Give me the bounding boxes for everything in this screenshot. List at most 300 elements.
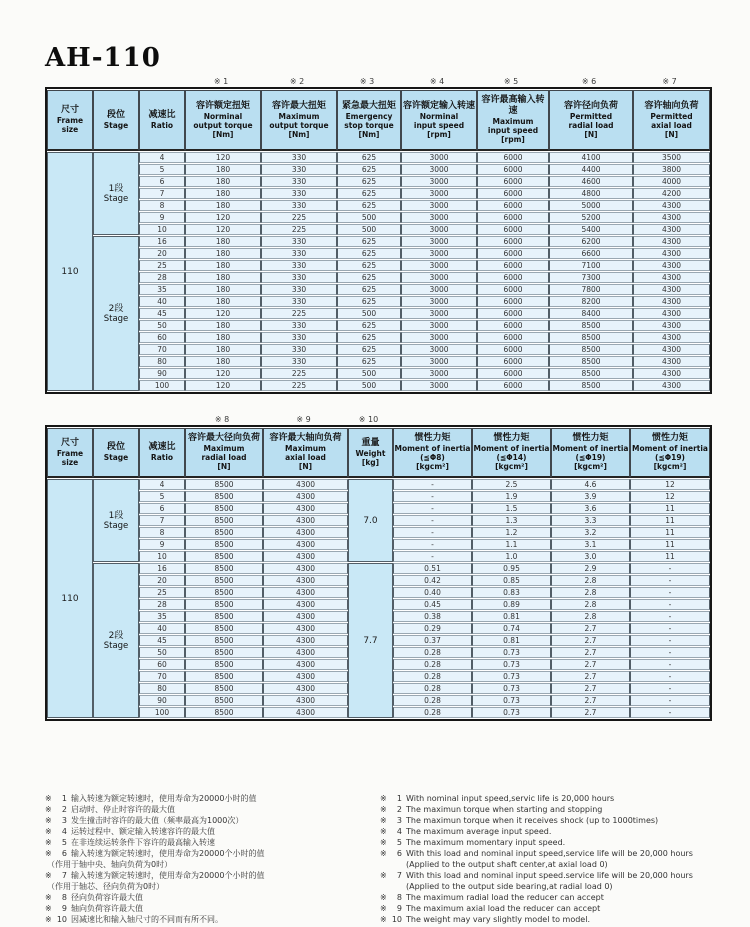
table-row: [47, 212, 710, 223]
footnote-item: ※ 1 With nominal input speed,servic life is 20,000 hours: [380, 794, 615, 803]
table-row: [47, 380, 710, 391]
ref-marks-row: [45, 72, 708, 87]
column-header: 容许最大轴向负荷 Maximum axial load [N]: [263, 428, 348, 478]
value-cell: 625: [337, 152, 401, 163]
ratio-cell: 80: [139, 356, 185, 367]
inertia-cell: 3.2: [551, 527, 630, 538]
ref-mark: ※ 1: [213, 77, 229, 86]
ratio-cell: 100: [139, 707, 185, 718]
inertia-cell: -: [630, 563, 710, 574]
footnote-item: ※ 10 The weight may vary slightly model to model.: [380, 915, 590, 924]
value-cell: 8500: [549, 344, 633, 355]
ref-marks-row: [45, 410, 708, 425]
value-cell: 3000: [401, 152, 477, 163]
ratio-cell: 4: [139, 479, 185, 490]
value-cell: 180: [185, 248, 261, 259]
table-row: [47, 368, 710, 379]
value-cell: 4200: [633, 188, 710, 199]
value-cell: 4300: [633, 284, 710, 295]
value-cell: 8500: [549, 332, 633, 343]
inertia-cell: 0.37: [393, 635, 472, 646]
footnote-item: ※ 5 The maximum momentary input speed.: [380, 838, 566, 847]
inertia-cell: -: [630, 707, 710, 718]
table-row: [47, 188, 710, 199]
value-cell: 330: [261, 152, 337, 163]
spec-table-2-border: [45, 425, 712, 721]
inertia-cell: 2.9: [551, 563, 630, 574]
value-cell: 330: [261, 260, 337, 271]
footnote-item: ※ 10 因减速比和输入轴尺寸的不同而有所不同。: [45, 915, 223, 924]
inertia-cell: -: [393, 539, 472, 550]
footnote-item: ※ 5 在非连续运转条件下容许的最高输入转速: [45, 838, 215, 847]
value-cell: 120: [185, 368, 261, 379]
value-cell: 6000: [477, 224, 549, 235]
value-cell: 4400: [549, 164, 633, 175]
value-cell: 8500: [185, 623, 263, 634]
inertia-cell: 0.28: [393, 683, 472, 694]
inertia-cell: 2.8: [551, 587, 630, 598]
value-cell: 180: [185, 164, 261, 175]
inertia-cell: 0.73: [472, 659, 551, 670]
value-cell: 625: [337, 260, 401, 271]
column-header: 减速比 Ratio: [139, 90, 185, 151]
column-header: 惯性力矩 Moment of inertia (≦Φ8) [kgcm²]: [393, 428, 472, 478]
footnotes-chinese: [45, 793, 380, 925]
table-row: [47, 176, 710, 187]
column-header: 容许最高输入转速 Maximum input speed [rpm]: [477, 90, 549, 151]
value-cell: 8500: [185, 503, 263, 514]
ratio-cell: 25: [139, 260, 185, 271]
footnotes-english: [380, 793, 725, 925]
inertia-cell: 2.7: [551, 683, 630, 694]
value-cell: 8500: [185, 539, 263, 550]
spec-table-2-group: [45, 410, 750, 721]
value-cell: 8500: [185, 587, 263, 598]
footnote-continuation: (Applied to the output side bearing,at radial load 0): [406, 882, 613, 891]
column-header: 尺寸 Frame size: [47, 90, 93, 151]
inertia-cell: -: [393, 551, 472, 562]
value-cell: 6000: [477, 284, 549, 295]
value-cell: 3000: [401, 224, 477, 235]
value-cell: 625: [337, 344, 401, 355]
value-cell: 4300: [633, 296, 710, 307]
inertia-cell: 0.29: [393, 623, 472, 634]
value-cell: 4300: [633, 320, 710, 331]
value-cell: 625: [337, 236, 401, 247]
ratio-cell: 10: [139, 224, 185, 235]
inertia-cell: -: [393, 503, 472, 514]
value-cell: 4300: [263, 491, 348, 502]
value-cell: 8500: [549, 368, 633, 379]
column-header: 惯性力矩 Moment of inertia (≦Φ19) [kgcm²]: [630, 428, 710, 478]
inertia-cell: -: [630, 587, 710, 598]
value-cell: 8200: [549, 296, 633, 307]
value-cell: 625: [337, 200, 401, 211]
inertia-cell: 2.7: [551, 635, 630, 646]
value-cell: 330: [261, 272, 337, 283]
value-cell: 6000: [477, 164, 549, 175]
inertia-cell: -: [630, 671, 710, 682]
value-cell: 8500: [185, 599, 263, 610]
value-cell: 4300: [633, 344, 710, 355]
value-cell: 330: [261, 176, 337, 187]
value-cell: 4300: [263, 503, 348, 514]
value-cell: 500: [337, 308, 401, 319]
value-cell: 4000: [633, 176, 710, 187]
ref-mark-spacer: [137, 72, 183, 87]
inertia-cell: 0.51: [393, 563, 472, 574]
ratio-cell: 28: [139, 599, 185, 610]
value-cell: 4300: [263, 539, 348, 550]
ref-mark: ※ 3: [359, 77, 375, 86]
value-cell: 180: [185, 200, 261, 211]
value-cell: 625: [337, 248, 401, 259]
value-cell: 180: [185, 176, 261, 187]
value-cell: 180: [185, 188, 261, 199]
value-cell: 3000: [401, 200, 477, 211]
ratio-cell: 40: [139, 296, 185, 307]
ref-marks-table-2: [45, 410, 708, 425]
table-row: [47, 260, 710, 271]
inertia-cell: 0.28: [393, 647, 472, 658]
inertia-cell: 0.73: [472, 683, 551, 694]
value-cell: 3000: [401, 272, 477, 283]
value-cell: 6000: [477, 320, 549, 331]
value-cell: 3000: [401, 236, 477, 247]
value-cell: 3000: [401, 248, 477, 259]
inertia-cell: 2.8: [551, 611, 630, 622]
ratio-cell: 8: [139, 200, 185, 211]
inertia-cell: 2.7: [551, 695, 630, 706]
ref-mark-spacer: [628, 410, 708, 425]
value-cell: 3000: [401, 320, 477, 331]
inertia-cell: 0.28: [393, 707, 472, 718]
value-cell: 4300: [633, 380, 710, 391]
value-cell: 4300: [263, 635, 348, 646]
ratio-cell: 60: [139, 332, 185, 343]
value-cell: 4300: [263, 647, 348, 658]
value-cell: 4300: [263, 479, 348, 490]
ref-mark-spacer: [137, 410, 183, 425]
value-cell: 4300: [263, 707, 348, 718]
table-row: [47, 152, 710, 163]
inertia-cell: -: [630, 659, 710, 670]
inertia-cell: -: [630, 683, 710, 694]
ratio-cell: 70: [139, 344, 185, 355]
inertia-cell: 0.73: [472, 707, 551, 718]
inertia-cell: 0.89: [472, 599, 551, 610]
table-row: [47, 248, 710, 259]
value-cell: 330: [261, 284, 337, 295]
ref-mark-spacer: [549, 410, 628, 425]
inertia-cell: 2.8: [551, 575, 630, 586]
value-cell: 7100: [549, 260, 633, 271]
value-cell: 3000: [401, 260, 477, 271]
column-header: 容许径向负荷 Permitted radial load [N]: [549, 90, 633, 151]
value-cell: 8500: [185, 707, 263, 718]
value-cell: 4300: [633, 332, 710, 343]
value-cell: 225: [261, 380, 337, 391]
table-row: [47, 164, 710, 175]
value-cell: 3000: [401, 308, 477, 319]
table-row: [47, 284, 710, 295]
inertia-cell: -: [393, 479, 472, 490]
ref-mark: ※ 4: [429, 77, 445, 86]
ratio-cell: 9: [139, 539, 185, 550]
value-cell: 3000: [401, 164, 477, 175]
value-cell: 6000: [477, 344, 549, 355]
frame-size-cell: 110: [47, 152, 93, 391]
inertia-cell: 0.73: [472, 647, 551, 658]
table-row: [47, 344, 710, 355]
ratio-cell: 16: [139, 236, 185, 247]
value-cell: 8500: [185, 683, 263, 694]
value-cell: 500: [337, 224, 401, 235]
table-row: [47, 200, 710, 211]
value-cell: 3000: [401, 188, 477, 199]
weight-cell: 7.0: [348, 479, 393, 562]
ref-mark: ※ 9: [296, 415, 311, 424]
ratio-cell: 28: [139, 272, 185, 283]
inertia-cell: -: [630, 695, 710, 706]
ratio-cell: 90: [139, 695, 185, 706]
ratio-cell: 35: [139, 284, 185, 295]
value-cell: 3000: [401, 296, 477, 307]
value-cell: 4300: [263, 659, 348, 670]
footnote-item: ※ 2 启动时、停止时容许的最大值: [45, 805, 175, 814]
value-cell: 180: [185, 356, 261, 367]
value-cell: 8500: [185, 515, 263, 526]
column-header: 段位 Stage: [93, 90, 139, 151]
value-cell: 8500: [185, 551, 263, 562]
inertia-cell: 2.7: [551, 707, 630, 718]
value-cell: 8500: [549, 380, 633, 391]
value-cell: 625: [337, 188, 401, 199]
inertia-cell: -: [393, 491, 472, 502]
inertia-cell: 4.6: [551, 479, 630, 490]
inertia-cell: -: [630, 635, 710, 646]
value-cell: 120: [185, 308, 261, 319]
value-cell: 8500: [185, 527, 263, 538]
inertia-cell: -: [393, 515, 472, 526]
value-cell: 120: [185, 212, 261, 223]
value-cell: 4300: [633, 368, 710, 379]
ratio-cell: 5: [139, 164, 185, 175]
inertia-cell: 11: [630, 551, 710, 562]
value-cell: 4800: [549, 188, 633, 199]
inertia-cell: -: [630, 623, 710, 634]
table-row: [47, 332, 710, 343]
value-cell: 4300: [263, 623, 348, 634]
inertia-cell: 0.28: [393, 659, 472, 670]
value-cell: 7300: [549, 272, 633, 283]
table-row: [47, 272, 710, 283]
inertia-cell: 2.7: [551, 623, 630, 634]
value-cell: 330: [261, 164, 337, 175]
inertia-cell: 0.95: [472, 563, 551, 574]
page-title: AH-110: [45, 43, 161, 73]
inertia-cell: 2.7: [551, 659, 630, 670]
inertia-cell: 11: [630, 503, 710, 514]
footnote-item: ※ 7 输入转速为额定转速时，使用寿命为20000个小时的值: [45, 871, 265, 880]
ratio-cell: 5: [139, 491, 185, 502]
value-cell: 4300: [633, 308, 710, 319]
ref-mark: ※ 5: [503, 77, 519, 86]
stage-cell: 1段 Stage: [93, 152, 139, 235]
inertia-cell: 2.7: [551, 671, 630, 682]
inertia-cell: 2.8: [551, 599, 630, 610]
inertia-cell: 2.5: [472, 479, 551, 490]
value-cell: 8500: [549, 320, 633, 331]
ref-mark: ※ 8: [214, 415, 230, 424]
value-cell: 330: [261, 188, 337, 199]
value-cell: 330: [261, 356, 337, 367]
table-row: [47, 563, 710, 574]
value-cell: 4300: [263, 683, 348, 694]
value-cell: 625: [337, 176, 401, 187]
ratio-cell: 25: [139, 587, 185, 598]
footnote-item: ※ 2 The maximun torque when starting and stopping: [380, 805, 603, 814]
value-cell: 225: [261, 368, 337, 379]
ratio-cell: 6: [139, 176, 185, 187]
footnote-continuation: （作用于轴芯、径向负荷为0时）: [47, 882, 165, 891]
value-cell: 8400: [549, 308, 633, 319]
spec-table-1: [47, 89, 710, 392]
value-cell: 6000: [477, 200, 549, 211]
footnote-continuation: (Applied to the output shaft center,at axial load 0): [406, 860, 608, 869]
value-cell: 3800: [633, 164, 710, 175]
value-cell: 4300: [633, 224, 710, 235]
value-cell: 8500: [185, 611, 263, 622]
value-cell: 4600: [549, 176, 633, 187]
value-cell: 625: [337, 332, 401, 343]
value-cell: 330: [261, 296, 337, 307]
footnote-item: ※ 1 输入转速为额定转速时，使用寿命为20000小时的值: [45, 794, 257, 803]
value-cell: 3000: [401, 212, 477, 223]
inertia-cell: 3.0: [551, 551, 630, 562]
value-cell: 6000: [477, 248, 549, 259]
spec-table-1-border: [45, 87, 712, 394]
value-cell: 7800: [549, 284, 633, 295]
footnote-item: ※ 4 运转过程中、额定输入转速容许的最大值: [45, 827, 215, 836]
value-cell: 500: [337, 380, 401, 391]
ratio-cell: 90: [139, 368, 185, 379]
inertia-cell: 0.81: [472, 611, 551, 622]
value-cell: 4300: [633, 212, 710, 223]
value-cell: 3000: [401, 176, 477, 187]
column-header: 紧急最大扭矩 Emergency stop torque [Nm]: [337, 90, 401, 151]
value-cell: 8500: [185, 563, 263, 574]
value-cell: 8500: [185, 635, 263, 646]
table-row: [47, 236, 710, 247]
ratio-cell: 50: [139, 320, 185, 331]
footnote-item: ※ 8 径向负荷容许最大值: [45, 893, 143, 902]
value-cell: 180: [185, 344, 261, 355]
inertia-cell: 0.73: [472, 695, 551, 706]
footnote-continuation: （作用于轴中央、轴向负荷为0时）: [47, 860, 173, 869]
ratio-cell: 20: [139, 575, 185, 586]
value-cell: 4100: [549, 152, 633, 163]
inertia-cell: 0.45: [393, 599, 472, 610]
inertia-cell: 11: [630, 539, 710, 550]
value-cell: 120: [185, 380, 261, 391]
value-cell: 4300: [633, 248, 710, 259]
value-cell: 8500: [185, 575, 263, 586]
value-cell: 180: [185, 320, 261, 331]
value-cell: 4300: [263, 671, 348, 682]
value-cell: 180: [185, 236, 261, 247]
ratio-cell: 20: [139, 248, 185, 259]
spec-table-2: [47, 427, 710, 719]
table-row: [47, 308, 710, 319]
value-cell: 6000: [477, 380, 549, 391]
value-cell: 3000: [401, 344, 477, 355]
value-cell: 3000: [401, 356, 477, 367]
ref-mark-spacer: [391, 410, 470, 425]
value-cell: 180: [185, 272, 261, 283]
inertia-cell: 1.3: [472, 515, 551, 526]
value-cell: 6000: [477, 236, 549, 247]
inertia-cell: -: [630, 575, 710, 586]
value-cell: 5400: [549, 224, 633, 235]
footnote-item: ※ 6 With this load and nominal input speed,service life will be 20,000 hours: [380, 849, 693, 858]
value-cell: 4300: [633, 200, 710, 211]
footnote-item: ※ 9 The maximum axial load the reducer can accept: [380, 904, 601, 913]
inertia-cell: 0.28: [393, 695, 472, 706]
value-cell: 180: [185, 260, 261, 271]
ratio-cell: 7: [139, 188, 185, 199]
value-cell: 4300: [263, 611, 348, 622]
value-cell: 4300: [263, 575, 348, 586]
ratio-cell: 35: [139, 611, 185, 622]
inertia-cell: 11: [630, 527, 710, 538]
value-cell: 6000: [477, 296, 549, 307]
value-cell: 180: [185, 332, 261, 343]
value-cell: 6000: [477, 308, 549, 319]
value-cell: 180: [185, 296, 261, 307]
ref-mark-spacer: [91, 72, 137, 87]
ratio-cell: 80: [139, 683, 185, 694]
value-cell: 500: [337, 368, 401, 379]
ratio-cell: 70: [139, 671, 185, 682]
value-cell: 8500: [185, 671, 263, 682]
ratio-cell: 9: [139, 212, 185, 223]
value-cell: 8500: [185, 695, 263, 706]
value-cell: 330: [261, 200, 337, 211]
inertia-cell: 0.28: [393, 671, 472, 682]
value-cell: 225: [261, 224, 337, 235]
value-cell: 4300: [263, 599, 348, 610]
column-header: 容许最大径向负荷 Maximum radial load [N]: [185, 428, 263, 478]
inertia-cell: -: [393, 527, 472, 538]
column-header: 惯性力矩 Moment of inertia (≦Φ14) [kgcm²]: [472, 428, 551, 478]
value-cell: 330: [261, 248, 337, 259]
value-cell: 330: [261, 320, 337, 331]
value-cell: 8500: [185, 491, 263, 502]
column-header: 段位 Stage: [93, 428, 139, 478]
weight-cell: 7.7: [348, 563, 393, 718]
value-cell: 330: [261, 332, 337, 343]
ratio-cell: 6: [139, 503, 185, 514]
value-cell: 225: [261, 212, 337, 223]
ratio-cell: 40: [139, 623, 185, 634]
inertia-cell: 0.83: [472, 587, 551, 598]
inertia-cell: 0.81: [472, 635, 551, 646]
value-cell: 4300: [263, 515, 348, 526]
value-cell: 6000: [477, 260, 549, 271]
ref-mark: ※ 10: [358, 415, 379, 424]
inertia-cell: 0.73: [472, 671, 551, 682]
